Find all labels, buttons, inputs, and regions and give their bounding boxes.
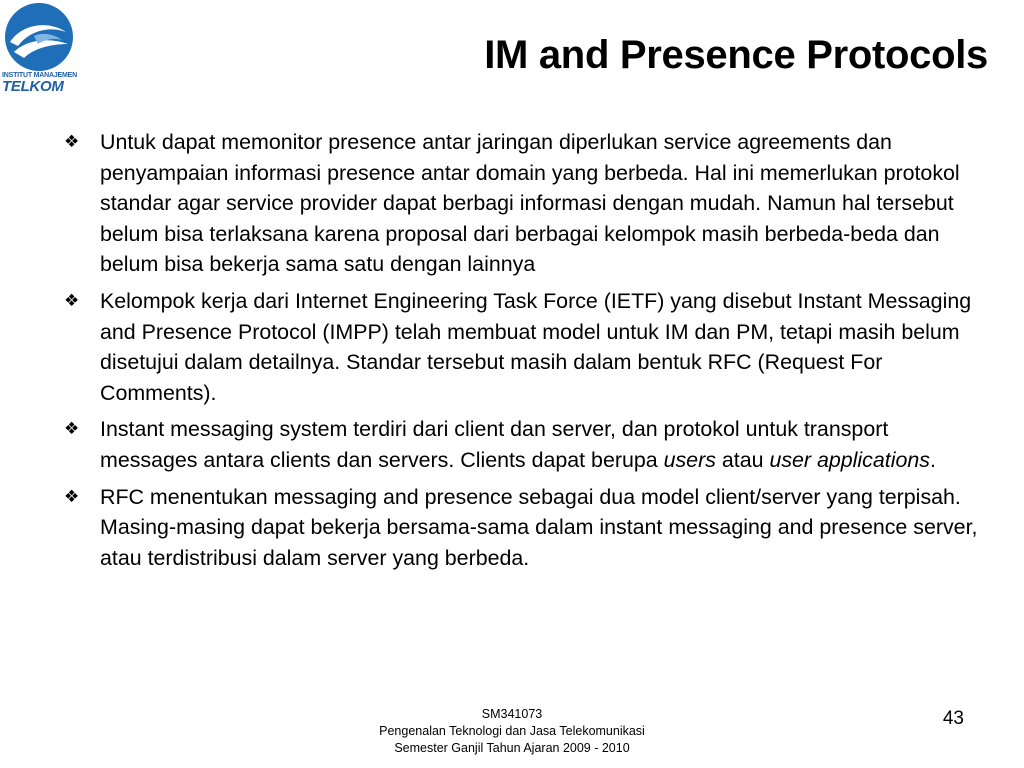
bullet-text <box>100 485 977 570</box>
bullet-item <box>58 482 988 574</box>
footer-course-name: Pengenalan Teknologi dan Jasa Telekomunikasi <box>379 724 645 738</box>
bullet-item <box>58 286 988 408</box>
institution-logo <box>2 0 76 96</box>
bullet-item <box>58 127 988 280</box>
bullet-item <box>58 414 988 475</box>
bullet-text-segment: atau <box>715 447 770 472</box>
bullet-text <box>100 417 936 472</box>
diamond-bullet-icon: ❖ <box>64 419 80 440</box>
diamond-bullet-icon: ❖ <box>64 132 80 152</box>
footer-course-code: SM341073 <box>481 707 543 721</box>
bullet-list <box>58 127 988 579</box>
bullet-text-segment: Instant messaging system terdiri dari client dan server, dan protokol untuk transport messages antara clients dan servers. Clients dapat berupa <box>100 417 889 472</box>
bullet-text-italic: user applications <box>769 447 930 472</box>
logo-text-telkom: TELKOM <box>2 78 64 95</box>
bullet-text-segment: Untuk dapat memonitor presence antar jaringan diperlukan service agreements dan penyampaian informasi presence antar domain yang berbeda. Hal ini memerlukan protokol standar agar service provider dapat berbagi informasi dengan mudah. Namun hal tersebut belum bisa terlaksana karena proposal dari berbagai kelompok masih berbeda-beda dan belum bisa bekerja sama satu dengan lainnya <box>100 130 960 277</box>
page-number: 43 <box>942 708 964 729</box>
footer <box>300 706 724 757</box>
bullet-text-italic: users <box>663 447 716 472</box>
bullet-text-segment: Kelompok kerja dari Internet Engineering Task Force (IETF) yang disebut Instant Messaging and Presence Protocol (IMPP) telah membuat model untuk IM dan PM, tetapi masih belum disetujui dalam detailnya. Standar tersebut masih dalam bentuk RFC (Request For Comments). <box>100 288 972 405</box>
diamond-bullet-icon: ❖ <box>64 486 80 507</box>
telkom-swirl-logo-icon <box>4 2 74 72</box>
bullet-text-segment: RFC menentukan messaging and presence sebagai dua model client/server yang terpisah. Masing-masing dapat bekerja bersama-sama dalam instant messaging and presence server, atau terdistribusi dalam server yang berbeda. <box>100 484 978 570</box>
logo-text-institut: INSTITUT MANAJEMEN <box>2 72 77 79</box>
bullet-text <box>100 130 960 276</box>
bullet-text <box>100 289 971 405</box>
footer-semester: Semester Ganjil Tahun Ajaran 2009 - 2010 <box>394 741 630 755</box>
slide-title: IM and Presence Protocols <box>484 33 988 77</box>
diamond-bullet-icon: ❖ <box>64 290 80 311</box>
bullet-text-segment: . <box>929 447 936 472</box>
